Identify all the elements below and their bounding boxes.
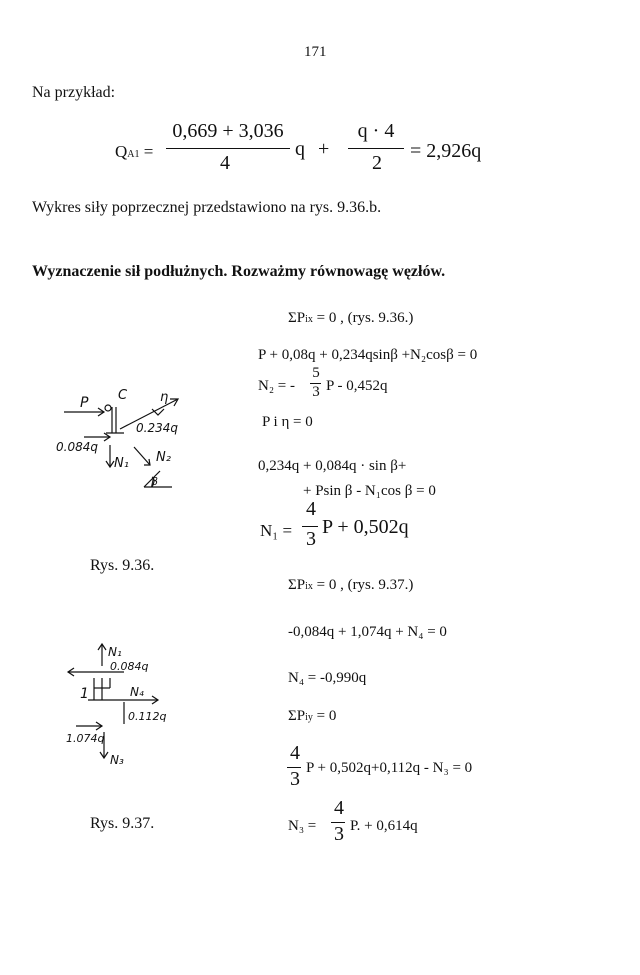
sum-px-9-36-tail: = 0 , (rys. 9.36.) <box>312 310 414 326</box>
n2-arrow-line <box>134 447 150 465</box>
label-1: 1 <box>80 686 89 702</box>
sum-py-tail: = 0 <box>312 708 337 724</box>
qa1-result: = 2,926q <box>410 140 482 162</box>
caption-9-37: Rys. 9.37. <box>90 815 155 832</box>
label-0234q: 0.234q <box>136 421 178 435</box>
label-p: P <box>80 395 89 411</box>
sum-py-sub: iy <box>305 712 313 723</box>
figure-9-36 <box>52 385 192 495</box>
n1-den: 3 <box>306 528 316 550</box>
n1-num: 4 <box>306 498 316 520</box>
qa1-den2: 2 <box>372 152 382 174</box>
qa1-num2: q · 4 <box>357 120 395 142</box>
label-1074q: 1.074q <box>66 732 105 745</box>
n3eq-tail: P + 0,502q+0,112q - N₃ = 0 <box>306 760 473 776</box>
wykres-text: Wykres siły poprzecznej przedstawiono na rys. 9.36.b. <box>32 199 382 216</box>
figure-9-37 <box>66 640 196 770</box>
p-i-eta: P i η = 0 <box>262 414 313 430</box>
label-n2: N₂ <box>156 450 171 465</box>
n3-den: 3 <box>334 823 344 845</box>
qa1-equals: = <box>143 142 154 161</box>
label-beta: β <box>151 475 159 488</box>
n3-tail: P. + 0,614q <box>350 818 418 834</box>
n2-num: 5 <box>312 365 320 381</box>
page-number: 171 <box>304 44 327 60</box>
n3eq-den: 3 <box>290 768 300 790</box>
qa1-lhs-symbol: Q <box>115 142 128 161</box>
n3eq-num: 4 <box>290 742 300 764</box>
sum-px-9-37-tail: = 0 , (rys. 9.37.) <box>312 577 414 593</box>
eq3-line2: + Psin β - N₁cos β = 0 <box>303 483 436 499</box>
caption-9-36: Rys. 9.36. <box>90 557 155 574</box>
sum-px-9-36-sub: ix <box>305 314 313 325</box>
qa1-bar1 <box>166 148 290 149</box>
n2-den: 3 <box>312 384 320 400</box>
sum-px-9-37-symbol: ΣP <box>288 577 306 593</box>
label-c: C <box>118 388 128 403</box>
label-n1: N₁ <box>108 645 122 659</box>
label-eta: η <box>160 390 169 405</box>
label-0084q: 0.084q <box>56 440 98 454</box>
qa1-bar2 <box>348 148 404 149</box>
label-n4: N₄ <box>130 685 144 699</box>
sum-py-symbol: ΣP <box>288 708 306 724</box>
n2-lhs: N₂ = - <box>258 378 296 394</box>
label-n3: N₃ <box>110 753 124 767</box>
n2-tail: P - 0,452q <box>326 378 388 394</box>
sum-py <box>288 708 336 725</box>
qa1-lhs <box>115 142 153 162</box>
n1-tail: P + 0,502q <box>322 516 409 538</box>
eq3-line1: 0,234q + 0,084q · sin β+ <box>258 458 407 474</box>
label-n1: N₁ <box>114 456 129 471</box>
sum-px-9-37-sub: ix <box>305 581 313 592</box>
sum-px-9-36 <box>288 310 413 327</box>
sum-px-9-36-symbol: ΣP <box>288 310 306 326</box>
qa1-den1: 4 <box>220 152 230 174</box>
label-0084q: 0.084q <box>110 660 149 673</box>
sum-px-9-37 <box>288 577 413 594</box>
n3-num: 4 <box>334 797 344 819</box>
qa1-lhs-sub: A1 <box>127 149 140 160</box>
eq-n4-equilibrium: -0,084q + 1,074q + N₄ = 0 <box>288 624 447 640</box>
n1-lhs: N₁ = <box>260 521 293 540</box>
section-heading: Wyznaczenie sił podłużnych. Rozważmy równowagę węzłów. <box>32 263 446 280</box>
qa1-num1: 0,669 + 3,036 <box>172 120 284 142</box>
intro-text: Na przykład: <box>32 84 116 101</box>
qa1-q1: q <box>295 138 305 160</box>
n3-lhs: N₃ = <box>288 818 317 834</box>
eq-n4: N₄ = -0,990q <box>288 670 367 686</box>
qa1-plus: + <box>318 138 330 160</box>
node-c <box>105 405 111 411</box>
label-0112q: 0.112q <box>128 710 167 723</box>
eq-p-equilibrium: P + 0,08q + 0,234qsinβ +N₂cosβ = 0 <box>258 347 478 363</box>
n1-bar <box>302 526 318 527</box>
